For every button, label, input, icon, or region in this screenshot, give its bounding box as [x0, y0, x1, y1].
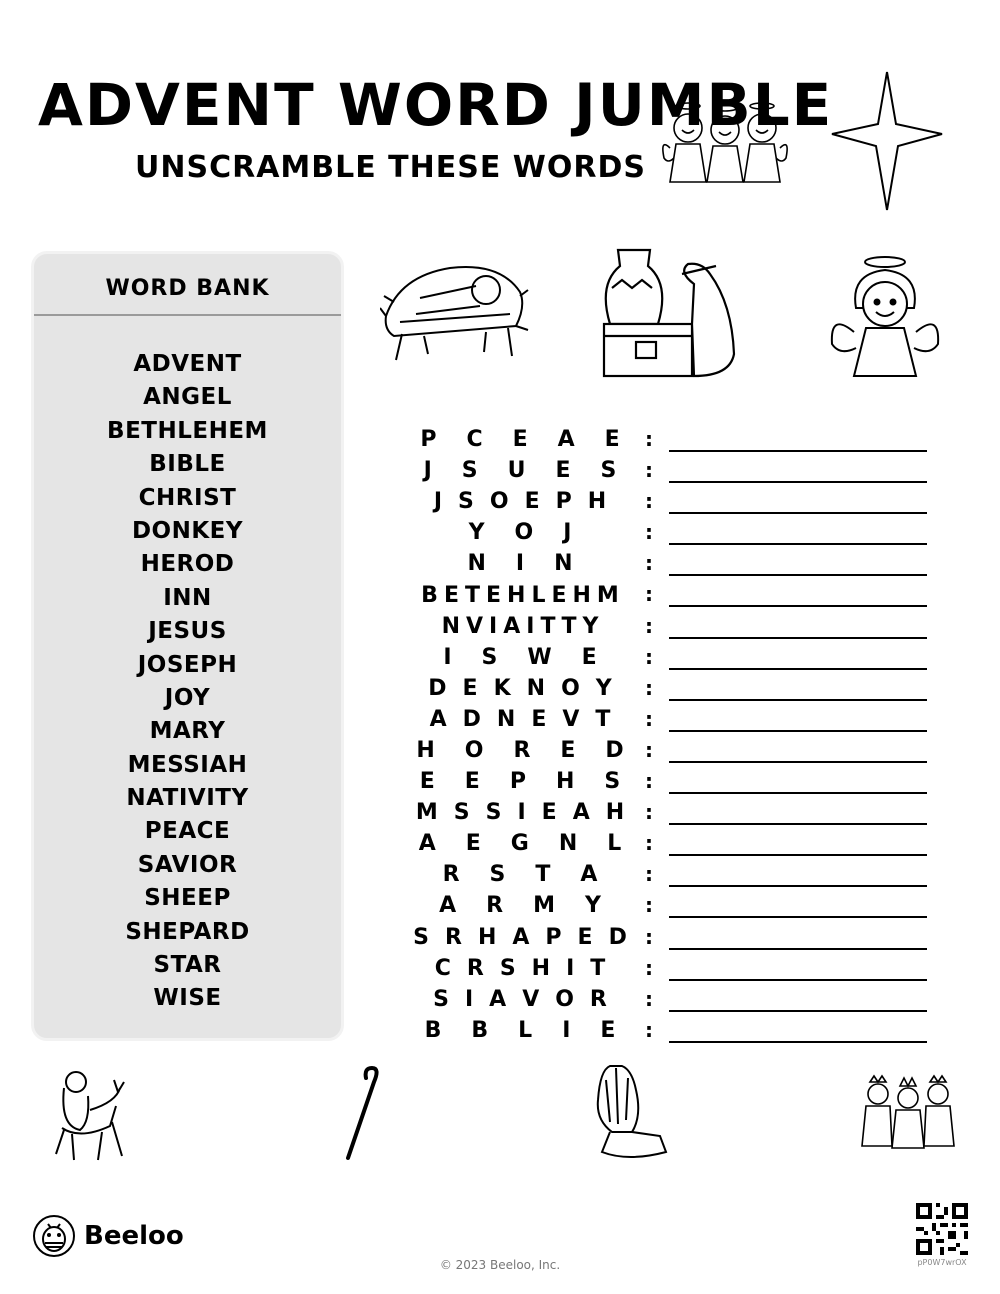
jumble-letter: A: [580, 862, 598, 888]
jumble-separator: :: [645, 675, 653, 700]
jumble-separator: :: [645, 955, 653, 980]
jumble-letter: H: [531, 955, 551, 981]
jumble-letters: [405, 922, 635, 953]
jumble-letter: R: [589, 986, 607, 1012]
word-bank-panel: [31, 251, 344, 1041]
jumble-row: [405, 486, 935, 517]
jumble-letters: [405, 455, 635, 486]
jumble-letter: P: [545, 924, 562, 950]
word-bank-list: [34, 348, 341, 1016]
jumble-letters: [405, 735, 635, 766]
page-subtitle: UNSCRAMBLE THESE WORDS: [135, 150, 646, 185]
jumble-letter: D: [608, 924, 627, 950]
jumble-letter: A: [557, 427, 575, 453]
answer-line[interactable]: [669, 730, 927, 732]
answer-line[interactable]: [669, 543, 927, 545]
answer-line[interactable]: [669, 450, 927, 452]
jumble-letter: E: [462, 675, 478, 701]
jumble-letter: B: [424, 1017, 442, 1043]
jumble-row: [405, 890, 935, 921]
jumble-letter: N: [441, 613, 460, 639]
word-bank-item: JESUS: [148, 618, 227, 645]
jumble-letter: H: [587, 489, 607, 515]
word-bank-item: BIBLE: [149, 451, 226, 478]
jumble-letter: S: [458, 489, 474, 515]
jumble-letter: D: [462, 706, 481, 732]
jumble-letter: H: [477, 924, 497, 950]
jumble-separator: :: [645, 582, 653, 607]
word-bank-item: NATIVITY: [126, 785, 249, 812]
jumble-letter: E: [524, 489, 540, 515]
jumble-letters: [405, 704, 635, 735]
star-icon: [828, 70, 946, 212]
jumble-letter: R: [513, 737, 531, 763]
shepherd-staff-icon: [340, 1064, 394, 1162]
jumble-letter: I: [489, 613, 498, 639]
jumble-letter: J: [433, 489, 443, 515]
jumble-letter: C: [466, 427, 483, 453]
jumble-letter: T: [561, 613, 577, 639]
jumble-letters: [405, 828, 635, 859]
jumble-separator: :: [645, 489, 653, 514]
jumble-letter: T: [595, 706, 611, 732]
word-bank-divider: [34, 314, 341, 316]
jumble-separator: :: [645, 737, 653, 762]
jumble-separator: :: [645, 613, 653, 638]
jumble-row: [405, 642, 935, 673]
jumble-letter: O: [489, 489, 509, 515]
jumble-row: [405, 673, 935, 704]
jumble-separator: :: [645, 800, 653, 825]
jumble-letters: [405, 517, 635, 548]
jumble-separator: :: [645, 924, 653, 949]
jumble-separator: :: [645, 706, 653, 731]
jumble-letters: [405, 486, 635, 517]
word-bank-item: ADVENT: [133, 351, 242, 377]
jumble-separator: :: [645, 427, 653, 451]
jumble-letter: E: [604, 427, 620, 453]
answer-line[interactable]: [669, 637, 927, 639]
jumble-letter: E: [512, 427, 528, 453]
jumble-letter: O: [514, 520, 534, 546]
jumble-separator: :: [645, 831, 653, 856]
jumble-letter: E: [541, 800, 557, 826]
jumble-list: [405, 424, 935, 1046]
jumble-letter: T: [540, 613, 556, 639]
jumble-row: [405, 953, 935, 984]
jumble-letter: L: [531, 582, 546, 608]
word-bank-item: SHEPARD: [125, 918, 250, 945]
jumble-letters: [405, 611, 635, 642]
jumble-letter: E: [485, 582, 502, 608]
jumble-letter: U: [507, 458, 526, 484]
jumble-letter: E: [419, 769, 435, 795]
jumble-letter: I: [464, 986, 474, 1012]
jumble-letter: M: [533, 893, 555, 919]
answer-line[interactable]: [669, 481, 927, 483]
answer-line[interactable]: [669, 979, 927, 981]
jumble-letter: N: [558, 831, 578, 857]
jumble-separator: :: [645, 1017, 653, 1042]
jumble-letter: T: [464, 582, 480, 608]
answer-line[interactable]: [669, 605, 927, 607]
jumble-separator: :: [645, 520, 653, 545]
jumble-letters: [405, 1015, 635, 1046]
copyright-notice: © 2023 Beeloo, Inc.: [439, 1258, 561, 1272]
jumble-row: [405, 517, 935, 548]
manger-baby-icon: [380, 256, 530, 362]
jumble-letter: H: [605, 800, 625, 826]
jumble-row: [405, 735, 935, 766]
jumble-letter: E: [464, 769, 480, 795]
jumble-row: [405, 424, 935, 455]
jumble-letter: R: [486, 893, 504, 919]
answer-line[interactable]: [669, 916, 927, 918]
jumble-separator: :: [645, 986, 653, 1011]
word-bank-item: JOSEPH: [137, 651, 238, 678]
brand-logo: [32, 1214, 184, 1258]
jumble-letter: H: [572, 582, 591, 608]
word-bank-title: WORD BANK: [105, 276, 270, 301]
jumble-letter: E: [560, 737, 576, 763]
bee-icon: [32, 1214, 76, 1258]
jumble-letter: Y: [584, 893, 601, 919]
jumble-letter: P: [555, 489, 572, 515]
jumble-row: [405, 797, 935, 828]
jumble-letter: E: [577, 924, 593, 950]
jumble-letter: B: [471, 1017, 489, 1043]
jumble-letters: [405, 953, 635, 984]
answer-line[interactable]: [669, 948, 927, 950]
jumble-separator: :: [645, 893, 653, 918]
jumble-letter: O: [464, 737, 484, 763]
jumble-letter: P: [509, 769, 526, 795]
jumble-letter: B: [421, 582, 438, 608]
jumble-letter: Y: [582, 613, 599, 639]
jumble-letter: S: [485, 800, 502, 826]
jumble-letter: S: [413, 924, 430, 950]
jumble-letter: N: [554, 551, 573, 577]
word-bank-item: CHRIST: [138, 484, 237, 511]
jumble-letter: S: [600, 458, 617, 484]
jumble-letter: H: [416, 737, 435, 763]
jumble-letter: E: [555, 458, 571, 484]
jumble-row: [405, 579, 935, 610]
jumble-letters: [405, 984, 635, 1015]
answer-line[interactable]: [669, 761, 927, 763]
jumble-separator: :: [645, 458, 653, 483]
answer-line[interactable]: [669, 668, 927, 670]
jumble-letter: J: [423, 458, 432, 484]
jumble-letters: [405, 766, 635, 797]
word-bank-item: JOY: [164, 684, 211, 711]
jumble-letter: D: [428, 675, 447, 701]
answer-line[interactable]: [669, 1010, 927, 1012]
word-bank-item: STAR: [153, 952, 222, 979]
word-bank-item: SAVIOR: [137, 851, 238, 878]
answer-line[interactable]: [669, 574, 927, 576]
jumble-letter: O: [561, 675, 580, 701]
jumble-letter: A: [418, 831, 436, 857]
word-bank-item: HEROD: [140, 551, 235, 578]
jumble-letter: H: [507, 582, 526, 608]
angel-icon: [826, 252, 944, 380]
jumble-letter: N: [467, 551, 486, 577]
jumble-row: [405, 922, 935, 953]
angels-trio-icon: [660, 98, 790, 186]
jumble-letter: A: [503, 613, 521, 639]
answer-line[interactable]: [669, 885, 927, 887]
answer-line[interactable]: [669, 854, 927, 856]
answer-line[interactable]: [669, 1041, 927, 1043]
jumble-letters: [405, 673, 635, 704]
jumble-letter: S: [453, 800, 470, 826]
jumble-row: [405, 1015, 935, 1046]
jumble-letter: T: [590, 955, 606, 981]
answer-line[interactable]: [669, 792, 927, 794]
jumble-letter: M: [596, 582, 619, 608]
answer-line[interactable]: [669, 699, 927, 701]
jumble-letter: A: [512, 924, 530, 950]
jumble-letter: R: [442, 862, 460, 888]
jumble-letter: E: [443, 582, 459, 608]
jumble-row: [405, 984, 935, 1015]
jumble-row: [405, 828, 935, 859]
jumble-letter: E: [581, 644, 597, 670]
jumble-letter: N: [526, 675, 546, 701]
jumble-separator: :: [645, 644, 653, 669]
jumble-row: [405, 548, 935, 579]
jumble-letter: S: [461, 458, 478, 484]
jumble-letter: E: [531, 706, 547, 732]
jumble-letter: S: [499, 955, 516, 981]
jumble-letter: O: [555, 986, 574, 1012]
jumble-letters: [405, 424, 635, 455]
word-bank-item: PEACE: [144, 818, 231, 845]
jumble-letter: S: [433, 986, 449, 1012]
jumble-letter: A: [429, 706, 447, 732]
jumble-letters: [405, 579, 635, 610]
jumble-letter: E: [600, 1017, 616, 1043]
jumble-row: [405, 455, 935, 486]
qr-code-icon: [916, 1203, 968, 1255]
word-bank-item: MESSIAH: [127, 751, 248, 778]
wise-men-icon: [860, 1074, 956, 1150]
jumble-letter: L: [607, 831, 622, 857]
jumble-letter: S: [604, 769, 621, 795]
jumble-letter: E: [551, 582, 567, 608]
jumble-letter: Y: [595, 675, 612, 701]
jumble-letter: R: [445, 924, 462, 950]
jumble-letter: L: [518, 1017, 533, 1043]
jumble-letter: I: [443, 644, 452, 670]
jumble-letter: G: [510, 831, 529, 857]
jumble-letters: [405, 642, 635, 673]
jumble-letter: I: [515, 551, 525, 577]
jumble-letter: W: [527, 644, 552, 670]
answer-line[interactable]: [669, 512, 927, 514]
qr-code-id: pP0W7wrOX: [917, 1258, 967, 1267]
jumble-letter: H: [555, 769, 575, 795]
jumble-row: [405, 704, 935, 735]
jumble-letters: [405, 859, 635, 890]
word-bank-item: BETHLEHEM: [107, 417, 268, 444]
answer-line[interactable]: [669, 823, 927, 825]
jumble-letter: I: [562, 1017, 571, 1043]
jumble-letter: K: [493, 675, 511, 701]
word-bank-item: MARY: [149, 718, 226, 745]
jumble-letter: I: [517, 800, 526, 826]
jumble-letter: V: [522, 986, 540, 1012]
jumble-letter: A: [439, 893, 457, 919]
jumble-letter: S: [481, 644, 498, 670]
gifts-treasure-icon: [598, 244, 746, 380]
mary-donkey-icon: [50, 1066, 128, 1164]
jumble-row: [405, 766, 935, 797]
jumble-letter: D: [605, 737, 624, 763]
word-bank-item: DONKEY: [131, 517, 244, 544]
jumble-letter: E: [465, 831, 481, 857]
jumble-separator: :: [645, 862, 653, 887]
jumble-letter: A: [489, 986, 507, 1012]
jumble-separator: :: [645, 769, 653, 794]
jumble-letter: S: [489, 862, 506, 888]
jumble-letter: T: [535, 862, 551, 888]
jumble-letter: P: [420, 427, 437, 453]
word-bank-item: WISE: [153, 985, 222, 1012]
jumble-letter: V: [562, 706, 580, 732]
word-bank-item: SHEEP: [144, 885, 231, 912]
jumble-letter: R: [466, 955, 484, 981]
jumble-row: [405, 859, 935, 890]
jumble-letter: V: [466, 613, 484, 639]
jumble-letter: C: [434, 955, 451, 981]
jumble-letter: A: [572, 800, 590, 826]
jumble-letter: M: [415, 800, 438, 826]
jumble-letter: J: [563, 520, 572, 546]
jumble-letters: [405, 548, 635, 579]
brand-name: Beeloo: [84, 1221, 184, 1251]
jumble-letter: N: [496, 706, 516, 732]
jumble-letters: [405, 890, 635, 921]
jumble-separator: :: [645, 551, 653, 576]
jumble-letters: [405, 797, 635, 828]
jumble-row: [405, 611, 935, 642]
praying-hands-icon: [588, 1060, 670, 1164]
jumble-letter: I: [566, 955, 575, 981]
page-title: ADVENT WORD JUMBLE: [38, 71, 834, 139]
jumble-letter: I: [526, 613, 535, 639]
word-bank-item: ANGEL: [143, 384, 232, 411]
word-bank-item: INN: [163, 584, 212, 611]
jumble-letter: Y: [468, 520, 485, 546]
